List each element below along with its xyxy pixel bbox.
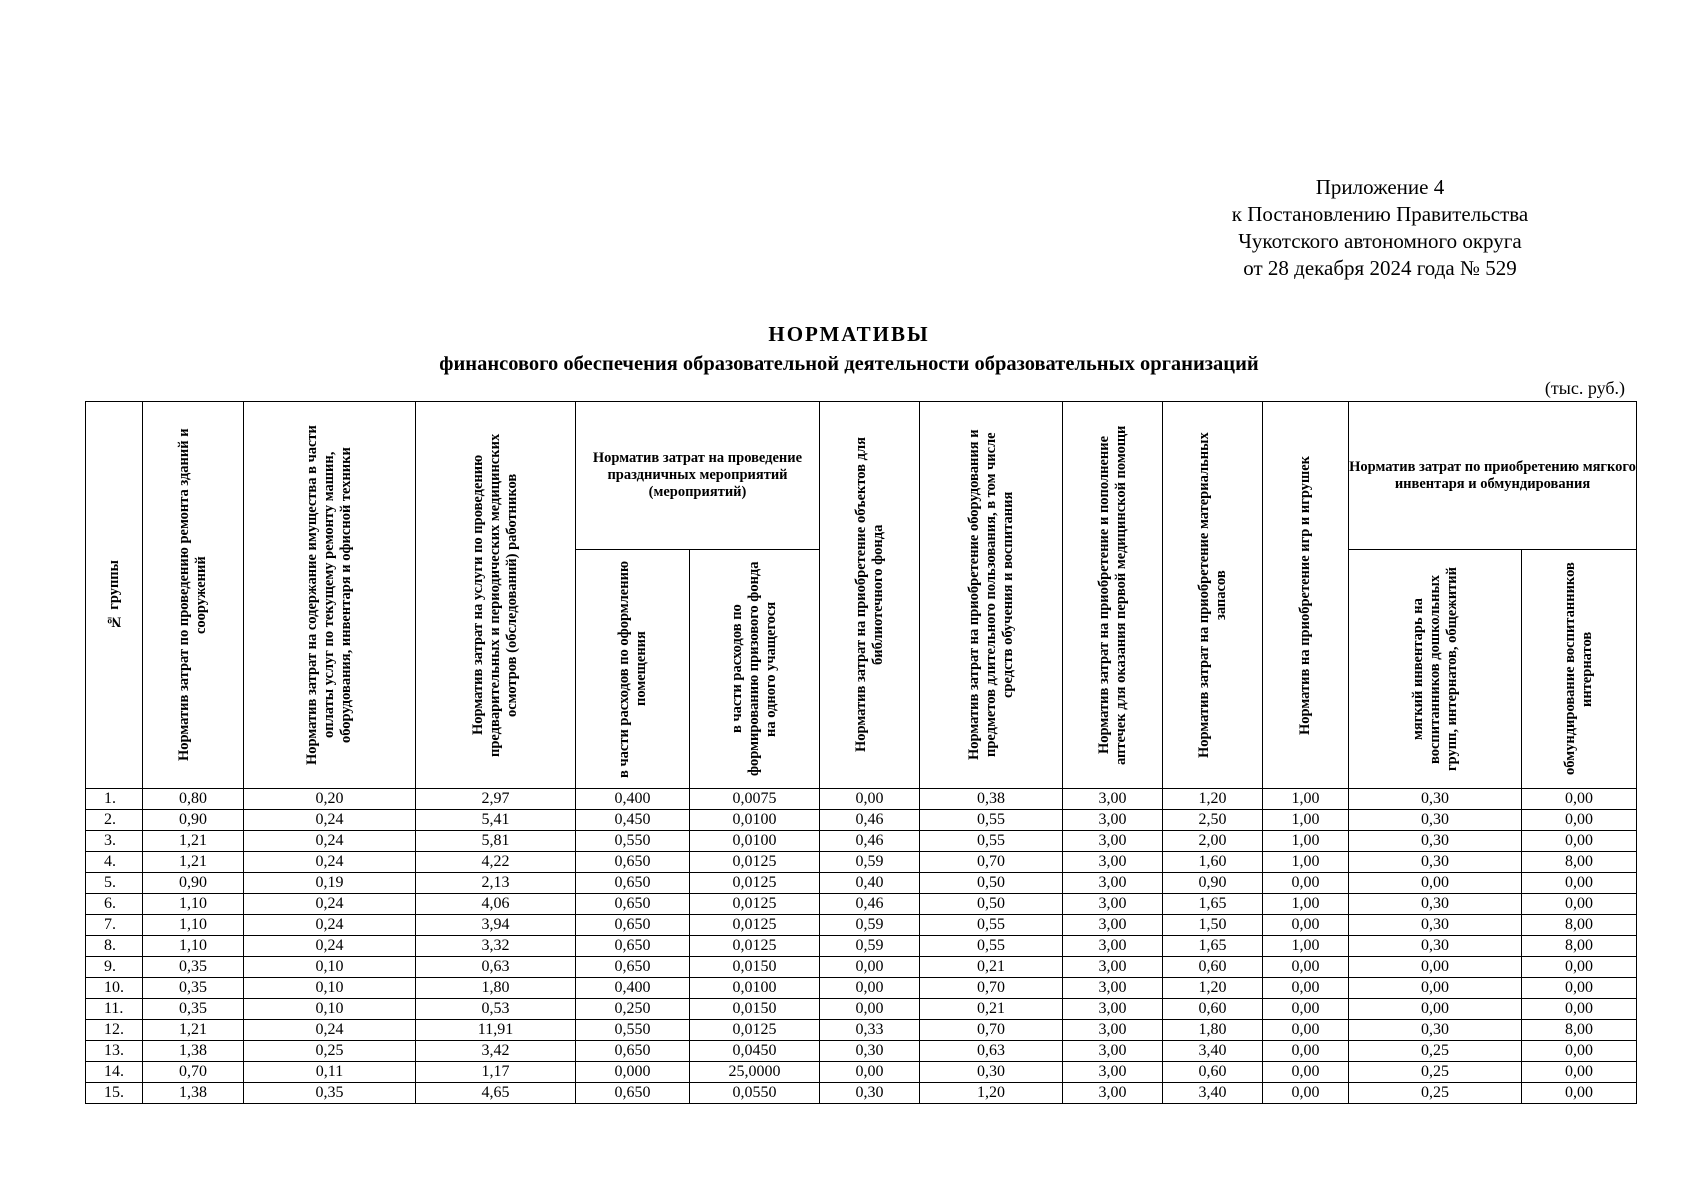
table-cell: 1,65 bbox=[1163, 936, 1263, 957]
appendix-line: Чукотского автономного округа bbox=[1238, 229, 1522, 253]
table-cell: 1,21 bbox=[143, 831, 244, 852]
table-cell: 0,35 bbox=[143, 957, 244, 978]
table-cell: 0,450 bbox=[576, 810, 690, 831]
table-cell: 0,55 bbox=[920, 915, 1063, 936]
table-cell: 0,10 bbox=[244, 957, 416, 978]
table-cell: 1,10 bbox=[143, 915, 244, 936]
table-cell: 0,35 bbox=[244, 1083, 416, 1104]
table-cell: 0,0125 bbox=[690, 915, 820, 936]
table-cell: 0,00 bbox=[820, 999, 920, 1020]
table-cell: 0,90 bbox=[143, 873, 244, 894]
table-cell: 11,91 bbox=[416, 1020, 576, 1041]
table-cell: 1,00 bbox=[1263, 831, 1349, 852]
table-cell: 0,250 bbox=[576, 999, 690, 1020]
appendix-line: от 28 декабря 2024 года № 529 bbox=[1243, 256, 1517, 280]
table-cell: 3,00 bbox=[1063, 957, 1163, 978]
table-cell: 3,42 bbox=[416, 1041, 576, 1062]
table-cell: 0,650 bbox=[576, 936, 690, 957]
table-cell: 0,80 bbox=[143, 789, 244, 810]
table-cell: 3,94 bbox=[416, 915, 576, 936]
table-cell: 0,00 bbox=[1263, 873, 1349, 894]
table-cell: 3,00 bbox=[1063, 999, 1163, 1020]
table-cell: 0,33 bbox=[820, 1020, 920, 1041]
table-cell: 0,0100 bbox=[690, 831, 820, 852]
table-cell: 0,60 bbox=[1163, 1062, 1263, 1083]
table-row bbox=[86, 1083, 1637, 1104]
table-cell: 6. bbox=[86, 894, 143, 915]
table-cell: 0,0100 bbox=[690, 810, 820, 831]
table-cell: 0,650 bbox=[576, 873, 690, 894]
table-cell: 0,19 bbox=[244, 873, 416, 894]
table-cell: 0,53 bbox=[416, 999, 576, 1020]
table-cell: 1,20 bbox=[920, 1083, 1063, 1104]
table-cell: 0,650 bbox=[576, 1083, 690, 1104]
table-cell: 0,38 bbox=[920, 789, 1063, 810]
table-cell: 0,00 bbox=[1522, 810, 1637, 831]
table-cell: 1,20 bbox=[1163, 978, 1263, 999]
header-toys: Норматив на приобретение игр и игрушек bbox=[1263, 402, 1349, 789]
table-cell: 0,24 bbox=[244, 810, 416, 831]
table-row bbox=[86, 789, 1637, 810]
units-label: (тыс. руб.) bbox=[1544, 378, 1625, 398]
table-cell: 3. bbox=[86, 831, 143, 852]
table-row bbox=[86, 1020, 1637, 1041]
appendix-line: Приложение 4 bbox=[1315, 175, 1445, 199]
table-cell: 0,20 bbox=[244, 789, 416, 810]
table-cell: 0,00 bbox=[1522, 789, 1637, 810]
table-cell: 0,55 bbox=[920, 831, 1063, 852]
table-row bbox=[86, 831, 1637, 852]
table-cell: 0,70 bbox=[920, 852, 1063, 873]
table-cell: 0,00 bbox=[820, 978, 920, 999]
document-subtitle: финансового обеспечения образовательной деятельности образовательных организаций bbox=[439, 353, 1259, 375]
table-cell: 3,00 bbox=[1063, 831, 1163, 852]
header-group-number: № группы bbox=[86, 402, 143, 789]
table-cell: 0,0075 bbox=[690, 789, 820, 810]
table-cell: 1,65 bbox=[1163, 894, 1263, 915]
table-cell: 0,30 bbox=[1349, 936, 1522, 957]
table-cell: 3,00 bbox=[1063, 852, 1163, 873]
table-cell: 1,00 bbox=[1263, 852, 1349, 873]
table-cell: 3,00 bbox=[1063, 810, 1163, 831]
table-cell: 0,63 bbox=[920, 1041, 1063, 1062]
table-cell: 4,65 bbox=[416, 1083, 576, 1104]
table-cell: 0,00 bbox=[1522, 1062, 1637, 1083]
table-cell: 0,63 bbox=[416, 957, 576, 978]
table-cell: 0,0125 bbox=[690, 936, 820, 957]
appendix-line: к Постановлению Правительства bbox=[1231, 202, 1529, 226]
table-cell: 1,00 bbox=[1263, 789, 1349, 810]
table-cell: 0,00 bbox=[1263, 957, 1349, 978]
table-row bbox=[86, 1062, 1637, 1083]
table-cell: 0,46 bbox=[820, 810, 920, 831]
table-cell: 11. bbox=[86, 999, 143, 1020]
table-row bbox=[86, 915, 1637, 936]
table-cell: 0,30 bbox=[1349, 1020, 1522, 1041]
table-cell: 0,35 bbox=[143, 978, 244, 999]
table-cell: 10. bbox=[86, 978, 143, 999]
table-cell: 0,24 bbox=[244, 1020, 416, 1041]
table-cell: 0,650 bbox=[576, 1041, 690, 1062]
table-cell: 0,30 bbox=[1349, 894, 1522, 915]
table-cell: 0,24 bbox=[244, 915, 416, 936]
table-row bbox=[86, 810, 1637, 831]
table-cell: 0,24 bbox=[244, 936, 416, 957]
table-cell: 0,00 bbox=[1263, 915, 1349, 936]
table-cell: 0,650 bbox=[576, 852, 690, 873]
table-cell: 0,90 bbox=[1163, 873, 1263, 894]
appendix-block bbox=[1100, 174, 1660, 282]
table-cell: 0,0125 bbox=[690, 852, 820, 873]
table-cell: 0,55 bbox=[920, 936, 1063, 957]
table-cell: 0,30 bbox=[1349, 915, 1522, 936]
table-cell: 0,00 bbox=[1522, 978, 1637, 999]
table-cell: 5,41 bbox=[416, 810, 576, 831]
table-cell: 0,00 bbox=[1349, 999, 1522, 1020]
table-cell: 1,80 bbox=[1163, 1020, 1263, 1041]
table-cell: 0,0450 bbox=[690, 1041, 820, 1062]
header-materials: Норматив затрат на приобретение материальных запасов bbox=[1163, 402, 1263, 789]
table-cell: 0,00 bbox=[1522, 873, 1637, 894]
table-cell: 0,10 bbox=[244, 978, 416, 999]
table-cell: 0,400 bbox=[576, 789, 690, 810]
table-cell: 0,35 bbox=[143, 999, 244, 1020]
table-cell: 0,46 bbox=[820, 894, 920, 915]
table-cell: 0,30 bbox=[1349, 810, 1522, 831]
table-cell: 0,00 bbox=[1522, 894, 1637, 915]
table-cell: 0,00 bbox=[820, 789, 920, 810]
table-cell: 0,550 bbox=[576, 1020, 690, 1041]
table-cell: 1,00 bbox=[1263, 810, 1349, 831]
table-cell: 0,00 bbox=[1522, 831, 1637, 852]
table-cell: 1,10 bbox=[143, 936, 244, 957]
table-row bbox=[86, 873, 1637, 894]
header-holiday-events: Норматив затрат на проведение праздничных мероприятий (мероприятий) bbox=[576, 402, 820, 550]
table-cell: 0,21 bbox=[920, 957, 1063, 978]
table-cell: 5. bbox=[86, 873, 143, 894]
table-cell: 0,00 bbox=[1263, 1041, 1349, 1062]
table-cell: 0,70 bbox=[920, 1020, 1063, 1041]
table-cell: 0,00 bbox=[1522, 999, 1637, 1020]
table-cell: 0,59 bbox=[820, 915, 920, 936]
table-cell: 1,60 bbox=[1163, 852, 1263, 873]
table-cell: 2,00 bbox=[1163, 831, 1263, 852]
document-title: НОРМАТИВЫ bbox=[768, 322, 930, 346]
header-holiday-prize: в части расходов по формированию призового фонда на одного учащегося bbox=[690, 550, 820, 789]
header-uniform: обмундирование воспитанников интернатов bbox=[1522, 550, 1637, 789]
table-row bbox=[86, 978, 1637, 999]
table-cell: 0,60 bbox=[1163, 957, 1263, 978]
table-row bbox=[86, 1041, 1637, 1062]
table-cell: 0,400 bbox=[576, 978, 690, 999]
table-cell: 14. bbox=[86, 1062, 143, 1083]
table-row bbox=[86, 852, 1637, 873]
header-first-aid: Норматив затрат на приобретение и пополнение аптечек для оказания первой медицинской помощи bbox=[1063, 402, 1163, 789]
table-cell: 0,30 bbox=[920, 1062, 1063, 1083]
table-cell: 1,21 bbox=[143, 852, 244, 873]
table-cell: 0,40 bbox=[820, 873, 920, 894]
table-cell: 1,20 bbox=[1163, 789, 1263, 810]
table-cell: 2. bbox=[86, 810, 143, 831]
table-cell: 0,24 bbox=[244, 852, 416, 873]
table-cell: 0,00 bbox=[1263, 1062, 1349, 1083]
header-holiday-decor: в части расходов по оформлению помещения bbox=[576, 550, 690, 789]
header-equipment: Норматив затрат на приобретение оборудования и предметов длительного пользования, в том числе средств обучения и воспитания bbox=[920, 402, 1063, 789]
table-row bbox=[86, 936, 1637, 957]
table-cell: 0,24 bbox=[244, 894, 416, 915]
table-cell: 0,00 bbox=[1349, 978, 1522, 999]
table-cell: 4,06 bbox=[416, 894, 576, 915]
table-cell: 3,00 bbox=[1063, 1020, 1163, 1041]
table-cell: 0,21 bbox=[920, 999, 1063, 1020]
table-cell: 3,00 bbox=[1063, 936, 1163, 957]
table-cell: 1,00 bbox=[1263, 936, 1349, 957]
table-cell: 0,00 bbox=[1522, 1041, 1637, 1062]
table-cell: 3,32 bbox=[416, 936, 576, 957]
table-cell: 9. bbox=[86, 957, 143, 978]
table-cell: 0,000 bbox=[576, 1062, 690, 1083]
table-cell: 0,0550 bbox=[690, 1083, 820, 1104]
table-cell: 5,81 bbox=[416, 831, 576, 852]
table-cell: 13. bbox=[86, 1041, 143, 1062]
table-cell: 0,25 bbox=[1349, 1041, 1522, 1062]
table-cell: 0,90 bbox=[143, 810, 244, 831]
table-cell: 0,25 bbox=[244, 1041, 416, 1062]
table-cell: 0,60 bbox=[1163, 999, 1263, 1020]
table-cell: 0,30 bbox=[1349, 789, 1522, 810]
table-cell: 0,30 bbox=[1349, 852, 1522, 873]
table-cell: 0,25 bbox=[1349, 1062, 1522, 1083]
table-cell: 2,13 bbox=[416, 873, 576, 894]
table-cell: 0,11 bbox=[244, 1062, 416, 1083]
table-cell: 0,0150 bbox=[690, 999, 820, 1020]
table-cell: 0,30 bbox=[820, 1083, 920, 1104]
table-cell: 12. bbox=[86, 1020, 143, 1041]
table-cell: 0,550 bbox=[576, 831, 690, 852]
table-cell: 8,00 bbox=[1522, 1020, 1637, 1041]
table-cell: 8. bbox=[86, 936, 143, 957]
table-cell: 1,80 bbox=[416, 978, 576, 999]
table-cell: 8,00 bbox=[1522, 915, 1637, 936]
table-cell: 0,59 bbox=[820, 936, 920, 957]
table-cell: 0,00 bbox=[820, 957, 920, 978]
table-cell: 0,10 bbox=[244, 999, 416, 1020]
table-cell: 0,00 bbox=[820, 1062, 920, 1083]
table-cell: 0,30 bbox=[820, 1041, 920, 1062]
table-cell: 1,21 bbox=[143, 1020, 244, 1041]
table-cell: 0,24 bbox=[244, 831, 416, 852]
header-repair: Норматив затрат по проведению ремонта зданий и сооружений bbox=[143, 402, 244, 789]
table-cell: 0,46 bbox=[820, 831, 920, 852]
table-cell: 3,40 bbox=[1163, 1041, 1263, 1062]
table-cell: 3,00 bbox=[1063, 1062, 1163, 1083]
table-cell: 4. bbox=[86, 852, 143, 873]
table-cell: 0,59 bbox=[820, 852, 920, 873]
table-row bbox=[86, 894, 1637, 915]
table-cell: 0,30 bbox=[1349, 831, 1522, 852]
table-cell: 3,00 bbox=[1063, 915, 1163, 936]
table-cell: 0,70 bbox=[920, 978, 1063, 999]
norms-table bbox=[85, 401, 1637, 1104]
table-cell: 0,0125 bbox=[690, 894, 820, 915]
table-cell: 0,0150 bbox=[690, 957, 820, 978]
table-cell: 2,50 bbox=[1163, 810, 1263, 831]
header-library: Норматив затрат на приобретение объектов для библиотечного фонда bbox=[820, 402, 920, 789]
table-cell: 0,00 bbox=[1349, 957, 1522, 978]
table-cell: 4,22 bbox=[416, 852, 576, 873]
table-cell: 0,50 bbox=[920, 894, 1063, 915]
table-cell: 8,00 bbox=[1522, 936, 1637, 957]
table-cell: 0,00 bbox=[1349, 873, 1522, 894]
table-cell: 0,00 bbox=[1263, 1083, 1349, 1104]
table-cell: 0,650 bbox=[576, 915, 690, 936]
header-property-maintenance: Норматив затрат на содержание имущества в части оплаты услуг по текущему ремонту машин, оборудования, инвентаря и офисной техники bbox=[244, 402, 416, 789]
table-cell: 1,17 bbox=[416, 1062, 576, 1083]
table-cell: 0,0100 bbox=[690, 978, 820, 999]
table-cell: 2,97 bbox=[416, 789, 576, 810]
table-cell: 0,0125 bbox=[690, 1020, 820, 1041]
table-cell: 0,00 bbox=[1263, 999, 1349, 1020]
header-soft-inventory-group: Норматив затрат по приобретению мягкого инвентаря и обмундирования bbox=[1349, 402, 1637, 550]
table-cell: 0,70 bbox=[143, 1062, 244, 1083]
table-cell: 0,0125 bbox=[690, 873, 820, 894]
table-cell: 0,50 bbox=[920, 873, 1063, 894]
table-cell: 1,50 bbox=[1163, 915, 1263, 936]
table-cell: 8,00 bbox=[1522, 852, 1637, 873]
table-cell: 0,00 bbox=[1263, 978, 1349, 999]
header-soft-inventory: мягкий инвентарь на воспитанников дошкольных групп, интернатов, общежитий bbox=[1349, 550, 1522, 789]
table-cell: 1,38 bbox=[143, 1083, 244, 1104]
table-row bbox=[86, 999, 1637, 1020]
table-cell: 25,0000 bbox=[690, 1062, 820, 1083]
table-cell: 0,00 bbox=[1522, 1083, 1637, 1104]
table-cell: 3,00 bbox=[1063, 873, 1163, 894]
table-cell: 15. bbox=[86, 1083, 143, 1104]
table-cell: 0,650 bbox=[576, 957, 690, 978]
table-row bbox=[86, 957, 1637, 978]
table-cell: 0,650 bbox=[576, 894, 690, 915]
table-cell: 3,00 bbox=[1063, 789, 1163, 810]
table-cell: 0,00 bbox=[1522, 957, 1637, 978]
table-cell: 1,38 bbox=[143, 1041, 244, 1062]
table-cell: 0,55 bbox=[920, 810, 1063, 831]
table-cell: 1. bbox=[86, 789, 143, 810]
table-cell: 3,00 bbox=[1063, 894, 1163, 915]
table-cell: 1,10 bbox=[143, 894, 244, 915]
table-cell: 3,00 bbox=[1063, 1041, 1163, 1062]
header-medical-exams: Норматив затрат на услуги по проведению предварительных и периодических медицинских осмотров (обследований) работников bbox=[416, 402, 576, 789]
table-cell: 0,25 bbox=[1349, 1083, 1522, 1104]
table-cell: 1,00 bbox=[1263, 894, 1349, 915]
table-cell: 7. bbox=[86, 915, 143, 936]
table-cell: 0,00 bbox=[1263, 1020, 1349, 1041]
table-cell: 3,00 bbox=[1063, 1083, 1163, 1104]
table-cell: 3,00 bbox=[1063, 978, 1163, 999]
table-cell: 3,40 bbox=[1163, 1083, 1263, 1104]
